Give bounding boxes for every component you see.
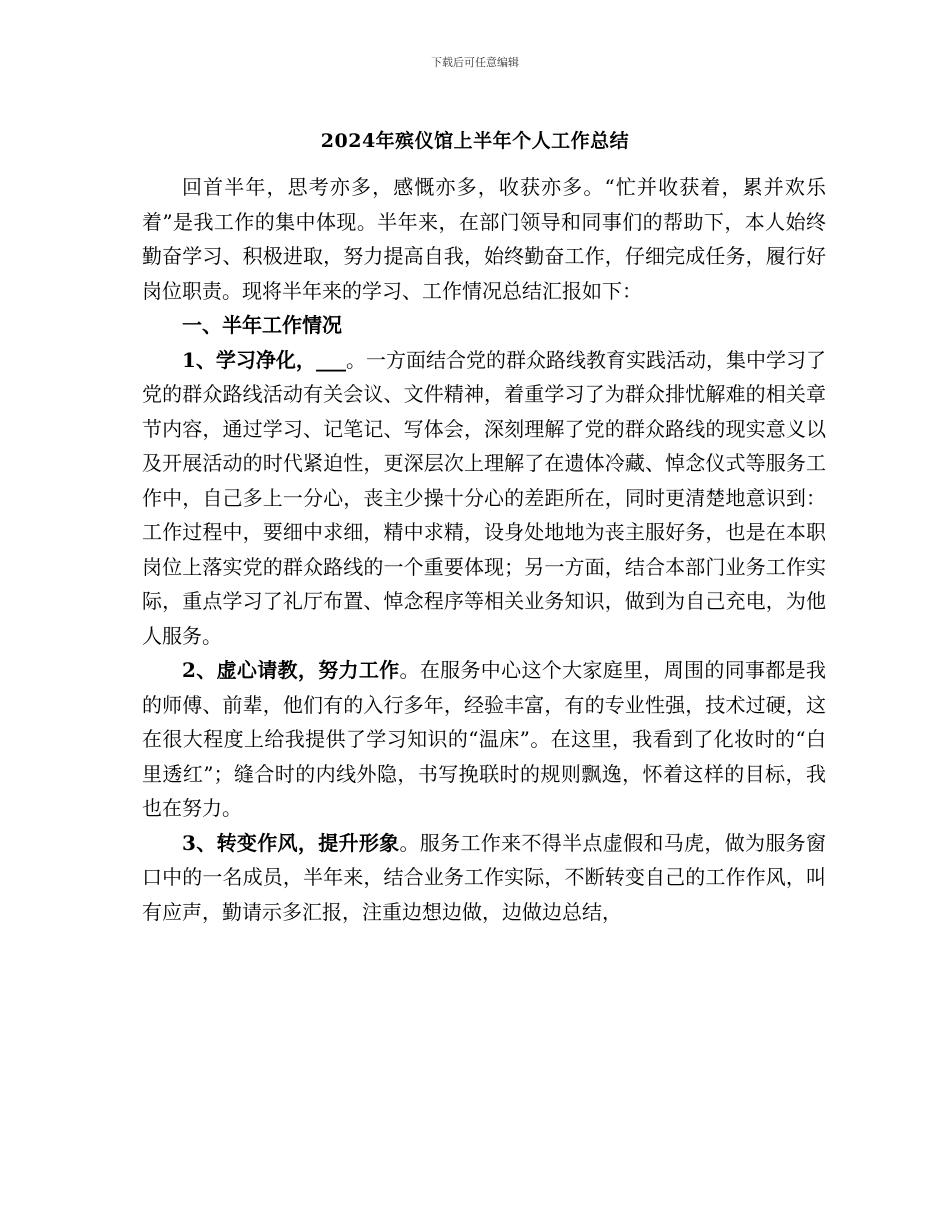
page-header-note: 下载后可任意编辑: [431, 56, 519, 69]
item-paragraph-2: [142, 653, 826, 826]
item-1-text: 。一方面结合党的群众路线教育实践活动，集中学习了党的群众路线活动有关会议、文件精神，着重学习了为群众排忧解难的相关章节内容，通过学习、记笔记、写体会，深刻理解了党的群众路线的现实意义以及开展活动的时代紧迫性，更深层次上理解了在遗体冷藏、悼念仪式等服务工作中，自己多上一分心，丧主少操十分心的差距所在，同时更清楚地意识到：工作过程中，要细中求细，精中求精，设身处地地为丧主服好务，也是在本职岗位上落实党的群众路线的一个重要体现；另一方面，结合本部门业务工作实际，重点学习了礼厅布置、悼念程序等相关业务知识，做到为自己充电，为他人服务。: [142, 347, 826, 648]
document-title: 2024年殡仪馆上半年个人工作总结: [320, 130, 630, 152]
item-2-text: 。在服务中心这个大家庭里，周围的同事都是我的师傅、前辈，他们有的入行多年，经验丰富，有的专业性强，技术过硬，这在很大程度上给我提供了学习知识的“温床”。在这里，我看到了化妆时的“白里透红”；缝合时的内线外隐，书写挽联时的规则飘逸，怀着这样的目标，我也在努力。: [142, 658, 827, 820]
item-paragraph-1: [142, 343, 826, 654]
item-2-lead: 2、虚心请教，努力工作: [182, 658, 400, 682]
section-heading-work-status: 一、半年工作情况: [182, 313, 342, 337]
item-3-lead: 3、转变作风，提升形象: [182, 830, 400, 855]
document-body: [142, 170, 826, 929]
item-1-lead: 1、学习净化，: [182, 347, 316, 372]
item-paragraph-3: [142, 826, 826, 930]
item-3-text: 。服务工作来不得半点虚假和马虎，做为服务窗口中的一名成员，半年来，结合业务工作实际，不断转变自己的工作作风，叫有应声，勤请示多汇报，注重边想边做，边做边总结，: [142, 830, 827, 924]
item-1-blank: ___: [315, 347, 346, 372]
intro-paragraph: 回首半年，思考亦多，感慨亦多，收获亦多。“忙并收获着，累并欢乐着”是我工作的集中体现。半年来，在部门领导和同事们的帮助下，本人始终勤奋学习、积极进取，努力提高自我，始终勤奋工作，仔细完成任务，履行好岗位职责。现将半年来的学习、工作情况总结汇报如下：: [142, 175, 826, 303]
